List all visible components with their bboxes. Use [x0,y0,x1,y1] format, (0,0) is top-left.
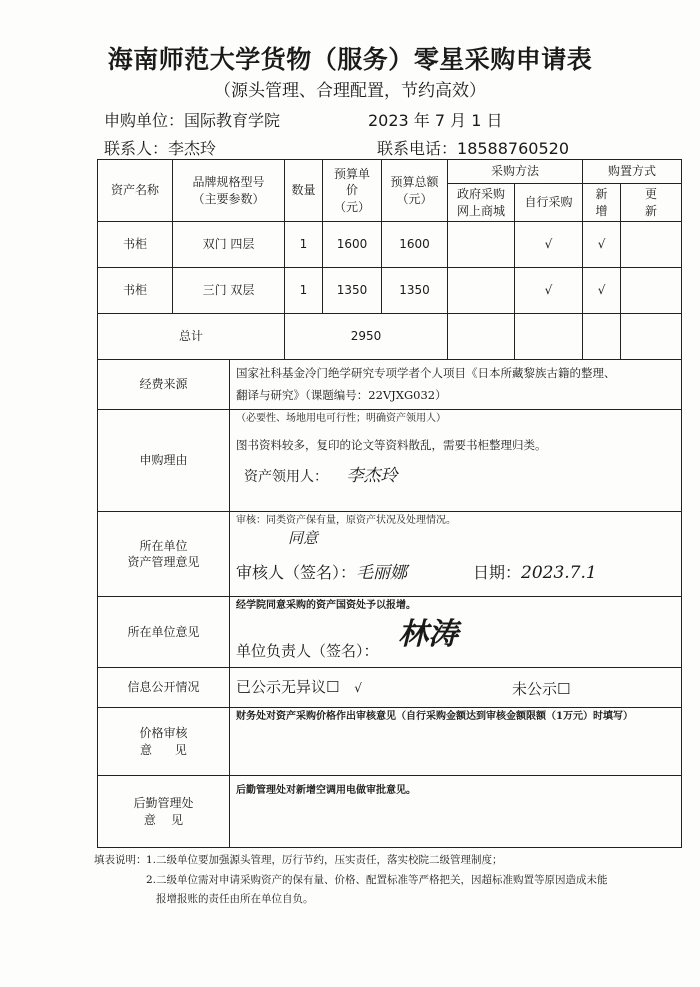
notes-item-1: 1.二级单位要加强源头管理，厉行节约，压实责任，落实校院二级管理制度； [146,854,503,866]
price-review-content [230,708,682,776]
funding-row [98,360,682,410]
cell-type-new: √ [583,222,621,268]
header-unit-price-l3: （元） [333,199,370,214]
disclosure-row [98,668,682,708]
funding-text-l2: 翻译与研究》（课题编号：22VJXG032） [236,387,447,402]
option-published[interactable]: 已公示无异议☐ [236,678,340,697]
applicant-unit-value: 国际教育学院 [184,111,281,130]
cell-unit-price: 1350 [323,268,382,314]
cell-total: 1600 [382,222,448,268]
form-subtitle: （源头管理、合理配置，节约高效） [214,81,486,101]
notes-item-2-l1: 2.二级单位需对申请采购资产的保有量、价格、配置标准等严格把关，因超标准购置等原因造成未能 [146,874,608,886]
cell-asset-name: 书柜 [98,268,173,314]
contact-phone [377,136,569,159]
form-title: 海南师范大学货物（服务）零星采购申请表 [107,45,593,74]
total-empty-1 [448,314,515,360]
price-review-label [98,708,230,776]
reviewer-signature: 毛丽娜 [356,563,408,583]
unit-opinion-label: 所在单位意见 [98,597,230,668]
review-date-label: 日期： [473,563,522,582]
total-empty-3 [583,314,621,360]
procurement-form-table [97,159,682,360]
logistics-hint: 后勤管理处对新增空调用电做审批意见。 [236,785,416,796]
funding-content [230,360,682,410]
asset-mgmt-label-l1: 所在单位 [139,538,188,553]
notes-item-2-l2: 报增报账的责任由所在单位自负。 [156,893,314,905]
reviewer-label: 审核人（签名）： [236,563,357,582]
total-row [98,314,682,360]
funding-label: 经费来源 [98,360,230,410]
logistics-label-l1: 后勤管理处 [133,796,194,811]
review-date-value: 2023.7.1 [521,563,597,583]
phone-label: 联系电话： [377,139,458,158]
cell-gov-mall [448,268,515,314]
reason-row [98,410,682,512]
recipient-line [230,457,681,488]
logistics-content [230,776,682,848]
asset-mgmt-label-l2: 资产管理意见 [127,555,200,569]
cell-total: 1350 [382,268,448,314]
header-self-purchase: 自行采购 [515,184,583,222]
published-check: √ [354,681,362,696]
cell-self-purchase: √ [515,268,583,314]
reason-content [230,410,682,512]
price-review-label-l2: 意 见 [140,742,187,757]
header-unit-price [323,160,382,222]
cell-spec: 三门 双层 [173,268,285,314]
asset-mgmt-content [230,512,682,597]
leader-line [236,641,379,661]
reason-text: 图书资料较多，复印的论文等资料散乱，需要书柜整理归类。 [236,437,547,452]
unit-opinion-content [230,597,682,668]
unit-opinion-row [98,597,682,668]
header-brand-spec [173,160,285,222]
logistics-label [98,776,230,848]
asset-mgmt-label [98,512,230,597]
total-label: 总计 [98,314,285,360]
applicant-unit-label: 申购单位： [104,111,185,130]
header-quantity: 数量 [285,160,323,222]
notes-label: 填表说明： [94,854,147,866]
total-empty-2 [515,314,583,360]
cell-quantity: 1 [285,268,323,314]
disclosure-label: 信息公开情况 [98,668,230,708]
option-unpublished[interactable]: 未公示☐ [512,680,571,698]
header-unit-price-l1: 预算单 [333,167,370,182]
cell-asset-name: 书柜 [98,222,173,268]
header-total-l1: 预算总额 [390,175,439,190]
contact-label: 联系人： [104,139,169,158]
cell-gov-mall [448,222,515,268]
handwritten-opinion: 同意 [288,529,319,547]
header-type-new-l2: 增 [595,203,608,218]
approval-table [97,359,682,848]
header-type-new [583,184,621,222]
header-type-replace-l1: 更 [645,187,658,202]
header-gov-mall-l1: 政府采购 [456,187,505,202]
leader-label: 单位负责人（签名）： [236,642,379,660]
logistics-row [98,776,682,848]
header-brand-spec-l2: （主要参数） [192,191,265,206]
reason-label: 申购理由 [98,410,230,512]
application-date: 2023 年 7 月 1 日 [368,111,503,130]
header-type-new-l1: 新 [595,187,608,202]
contact-value: 李杰玲 [168,139,217,158]
cell-spec: 双门 四层 [173,222,285,268]
price-review-label-l1: 价格审核 [139,726,188,741]
header-procurement-method: 采购方法 [448,160,583,184]
leader-signature: 林涛 [398,617,458,652]
reviewer-line [236,562,407,585]
header-brand-spec-l1: 品牌规格型号 [192,175,265,190]
header-type-replace-l2: 新 [645,203,658,218]
cell-type-replace [621,222,682,268]
header-gov-mall [448,184,515,222]
header-type-replace [621,184,682,222]
header-purchase-type: 购置方式 [583,160,682,184]
header-total-l2: （元） [396,191,433,206]
cell-self-purchase: √ [515,222,583,268]
asset-mgmt-hint: 审核：同类资产保有量，原资产状况及处理情况。 [236,515,456,526]
total-empty-4 [621,314,682,360]
header-unit-price-l2: 价 [345,183,358,198]
header-gov-mall-l2: 网上商城 [456,203,505,218]
cell-type-replace [621,268,682,314]
contact-person [104,136,216,159]
total-value: 2950 [285,314,448,360]
recipient-label: 资产领用人： [244,468,328,485]
header-asset-name: 资产名称 [98,160,173,222]
table-row [98,222,682,268]
table-row [98,268,682,314]
disclosure-content [230,668,682,708]
cell-type-new: √ [583,268,621,314]
cell-unit-price: 1600 [323,222,382,268]
cell-quantity: 1 [285,222,323,268]
phone-value: 18588760520 [457,139,569,158]
asset-mgmt-row [98,512,682,597]
review-date [473,562,597,585]
applicant-unit [104,108,280,131]
reason-hint: （必要性、场地用电可行性；明确资产领用人） [236,413,446,424]
unit-opinion-hint: 经学院同意采购的资产国资处予以报增。 [236,600,416,611]
funding-text-l1: 国家社科基金冷门绝学研究专项学者个人项目《日本所藏黎族古籍的整理、 [236,366,616,380]
price-review-hint: 财务处对资产采购价格作出审核意见（自行采购金额达到审核金额限额（1万元）时填写） [236,711,633,722]
header-total-budget [382,160,448,222]
logistics-label-l2: 意 见 [143,812,184,827]
price-review-row [98,708,682,776]
recipient-signature: 李杰玲 [346,465,398,486]
